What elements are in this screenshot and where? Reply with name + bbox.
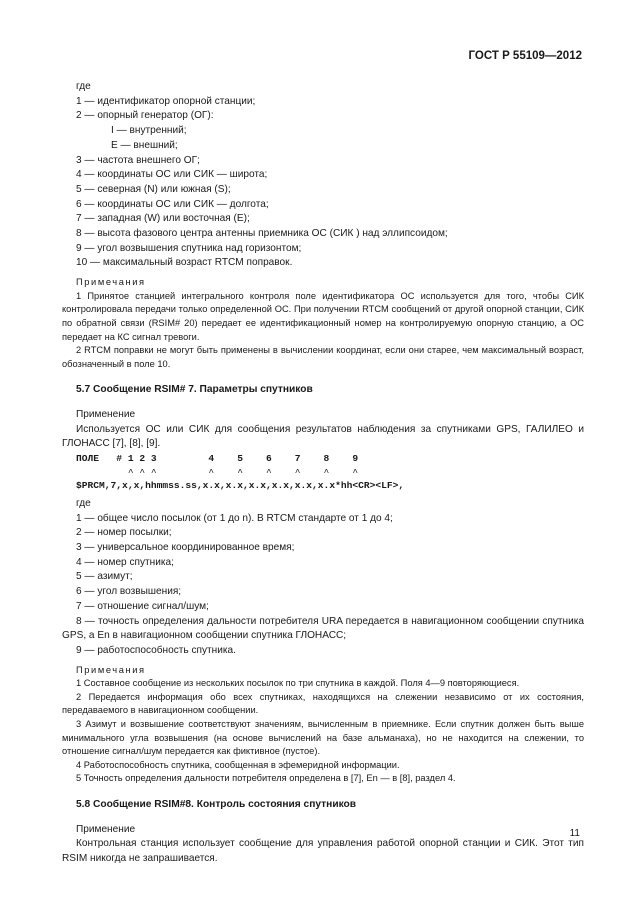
list-item: 8 — высота фазового центра антенны приемника ОС (СИК ) над эллипсоидом;	[76, 228, 448, 240]
list-item: 1 — идентификатор опорной станции;	[76, 95, 256, 107]
list-subitem: I — внутренний;	[111, 125, 187, 137]
note-paragraph: 4 Работоспособность спутника, сообщенная в эфемеридной информации.	[76, 759, 400, 770]
application-label: Применение	[76, 409, 136, 420]
page-number: 11	[569, 828, 580, 839]
list-item: 9 — угол возвышения спутника над горизонтом;	[76, 242, 302, 254]
note-paragraph: 1 Принятое станцией интегрального контроля поле идентификатора ОС используется для того, чтобы СИК контролировала передачи только определенной ОС. При получении RTCM сообщений от другой опорной станции, СИК по обратной связи (RSIM# 20) передает ее идентификационный номер на контролируемую опорную станцию, а ОС передает на КС сигнал тревоги.	[62, 290, 584, 342]
list-item: 9 — работоспособность спутника.	[76, 644, 236, 656]
document-header: ГОСТ Р 55109—2012	[468, 50, 582, 62]
list-item: 5 — азимут;	[76, 571, 133, 583]
notes-heading: Примечания	[76, 277, 146, 288]
section-title: 5.7 Сообщение RSIM# 7. Параметры спутников	[76, 384, 313, 396]
section-title: 5.8 Сообщение RSIM#8. Контроль состояния спутников	[76, 798, 357, 810]
list-item: 10 — максимальный возраст RTCM поправок.	[76, 257, 293, 269]
list-item: 3 — универсальное координированное время;	[76, 542, 295, 553]
note-paragraph: 3 Азимут и возвышение соответствуют значениям, вычисленным в приемнике. Если спутник должен быть выше минимального угла возвышения (на основе вычислений на базе альманаха), но не находится на слежении, то отношение сигнал/шум передается как фиктивное (пустое).	[62, 719, 584, 757]
format-sentence: $PRCM,7,x,x,hhmmss.ss,x.x,x.x,x.x,x.x,x.x,x.x*hh<CR><LF>,	[76, 480, 405, 492]
list-item: 7 — отношение сигнал/шум;	[76, 600, 209, 612]
note-paragraph: 5 Точность определения дальности потребителя определена в [7], En — в [8], раздел 4.	[76, 773, 456, 784]
note-paragraph: 2 Передается информация обо всех спутниках, находящихся на слежении независимо от их состояния, передаваемого в навигационном сообщении.	[62, 691, 584, 716]
list-subitem: E — внешний;	[111, 139, 178, 151]
list-item: 7 — западная (W) или восточная (E);	[76, 213, 250, 225]
where-label: где	[76, 497, 91, 509]
section-text: Контрольная станция использует сообщение для управления работой опорной станции и СИК. Этот тип RSIM никогда не запрашивается.	[62, 838, 584, 865]
page-content	[62, 80, 584, 867]
list-item: 8 — точность определения дальности потребителя URA передается в навигационном сообщении спутника GPS, а En в навигационном сообщении спутника ГЛОНАСС;	[62, 615, 584, 642]
format-carets-row: ^ ^ ^ ^ ^ ^ ^ ^ ^	[76, 466, 359, 478]
list-item: 5 — северная (N) или южная (S);	[76, 183, 231, 195]
notes-heading: Примечания	[76, 664, 146, 675]
list-item: 6 — координаты ОС или СИК — долгота;	[76, 198, 269, 210]
list-item: 6 — угол возвышения;	[76, 586, 182, 598]
list-item: 1 — общее число посылок (от 1 до n). В RTCM стандарте от 1 до 4;	[76, 512, 393, 524]
format-fields-row: ПОЛЕ # 1 2 3 4 5 6 7 8 9	[76, 453, 359, 465]
list-item: 4 — номер спутника;	[76, 556, 174, 568]
list-item: 2 — опорный генератор (ОГ):	[76, 110, 214, 122]
where-label: где	[76, 81, 91, 92]
list-item: 4 — координаты ОС или СИК — широта;	[76, 169, 268, 181]
list-item: 2 — номер посылки;	[76, 527, 172, 539]
note-paragraph: 1 Составное сообщение из нескольких посылок по три спутника в каждой. Поля 4—9 повторяющиеся.	[76, 678, 520, 689]
section-text: Используется ОС или СИК для сообщения результатов наблюдения за спутниками GPS, ГАЛИЛЕО и ГЛОНАСС [7], [8], [9].	[62, 423, 584, 450]
application-label: Применение	[76, 823, 136, 835]
list-item: 3 — частота внешнего ОГ;	[76, 154, 200, 166]
note-paragraph: 2 RTCM поправки не могут быть применены в вычислении координат, если они старее, чем максимальный возраст, обозначенный в поле 10.	[62, 345, 584, 369]
